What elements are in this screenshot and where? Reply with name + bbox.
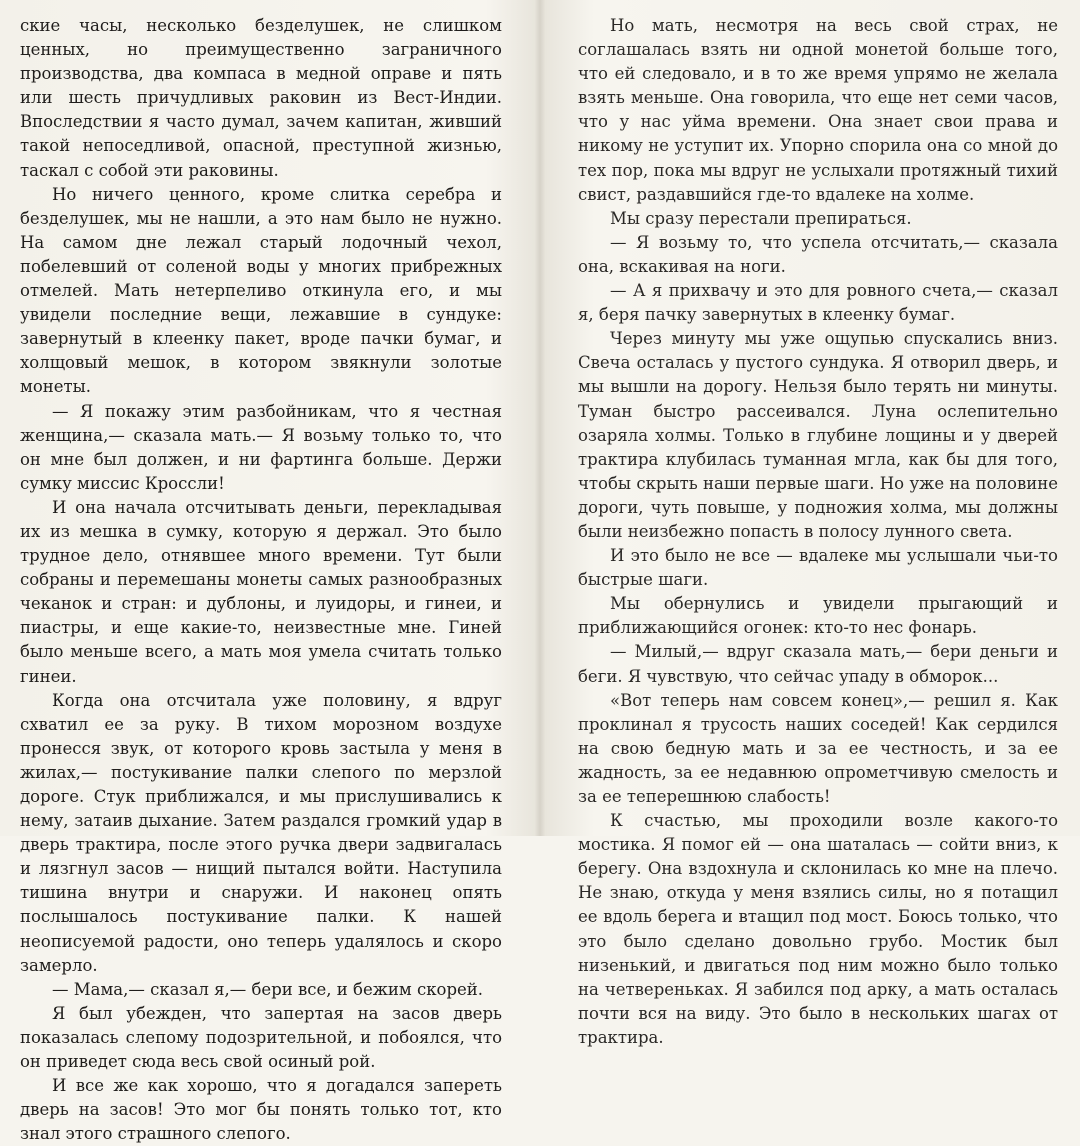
paragraph: — А я прихвачу и это для ровного счета,— сказал я, беря пачку завернутых в клеенку бумаг. [578, 281, 1058, 325]
paragraph: ские часы, несколько безделушек, не слишком ценных, но преимущественно заграничного производства, два компаса в медной оправе и пять или шесть причудливых раковин из Вест-Индии. Впоследствии я часто думал, зачем капитан, живший такой непоседливой, опасной, преступной жизнью, таскал с собой эти раковины. [20, 16, 502, 180]
paragraph: — Мама,— сказал я,— бери все, и бежим скорей. [52, 979, 484, 999]
paragraph: И это было не все — вдалеке мы услышали чьи-то быстрые шаги. [578, 546, 1058, 590]
paragraph: — Я покажу этим разбойникам, что я честная женщина,— сказала мать.— Я возьму только то, что он мне был должен, и ни фартинга больше. Держи сумку миссис Кроссли! [20, 401, 502, 493]
paragraph: — Я возьму то, что успела отсчитать,— сказала она, вскакивая на ноги. [578, 232, 1058, 276]
paragraph: Когда она отсчитала уже половину, я вдруг схватил ее за руку. В тихом морозном воздухе пронесся звук, от которого кровь застыла у меня в жилах,— постукивание палки слепого по мерзлой дороге. Стук приближался, и мы прислушивались к нему, затаив дыхание. Затем раздался громкий удар в дверь трактира, после этого ручка двери задвигалась и лязгнул засов — нищий пытался войти. Наступила тишина внутри и снаружи. И наконец опять послышалось постукивание палки. К нашей неописуемой радости, оно теперь удалялось и скоро замерло. [20, 690, 502, 975]
paragraph: — Милый,— вдруг сказала мать,— бери деньги и беги. Я чувствую, что сейчас упаду в обморок... [578, 642, 1058, 686]
paragraph: Мы обернулись и увидели прыгающий и приближающийся огонек: кто-то нес фонарь. [578, 594, 1058, 638]
right-page [540, 0, 1080, 1047]
paragraph: Я был убежден, что запертая на засов дверь показалась слепому подозрительной, и побоялся, что он приведет сюда весь свой осиный рой. [20, 1003, 502, 1072]
paragraph: «Вот теперь нам совсем конец»,— решил я. Как проклинал я трусость наших соседей! Как сердился на свою бедную мать и за ее честность, и за ее жадность, за ее недавнюю опрометчивую смелость и за ее теперешнюю слабость! [578, 690, 1058, 806]
paragraph: К счастью, мы проходили возле какого-то мостика. Я помог ей — она шаталась — сойти вниз, к берегу. Она вздохнула и склонилась ко мне на плечо. Не знаю, откуда у меня взялись силы, но я потащил ее вдоль берега и втащил под мост. Боюсь только, что это было сделано довольно грубо. Мостик был низенький, и двигаться под ним можно было только на четвереньках. Я забился под арку, а мать осталась почти вся на виду. Это было в нескольких шагах от трактира. [578, 811, 1058, 1047]
paragraph: Но мать, несмотря на весь свой страх, не соглашалась взять ни одной монетой больше того, что ей следовало, и в то же время упрямо не желала взять меньше. Она говорила, что еще нет семи часов, что у нас уйма времени. Она знает свои права и никому не уступит их. Упорно спорила она со мной до тех пор, пока мы вдруг не услыхали протяжный тихий свист, раздавшийся где-то вдалеке на холме. [578, 16, 1058, 204]
paragraph: Через минуту мы уже ощупью спускались вниз. Свеча осталась у пустого сундука. Я отворил дверь, и мы вышли на дорогу. Нельзя было терять ни минуты. Туман быстро рассеивался. Луна ослепительно озаряла холмы. Только в глубине лощины и у дверей трактира клубилась туманная мгла, как бы для того, чтобы скрыть наши первые шаги. Но уже на половине дороги, чуть повыше, у подножия холма, мы должны были неизбежно попасть в полосу лунного света. [578, 329, 1058, 541]
paragraph: Но ничего ценного, кроме слитка серебра и безделушек, мы не нашли, а это нам было не нужно. На самом дне лежал старый лодочный чехол, побелевший от соленой воды у многих прибрежных отмелей. Мать нетерпеливо откинула его, и мы увидели последние вещи, лежавшие в сундуке: завернутый в клеенку пакет, вроде пачки бумаг, и холщовый мешок, в котором звякнули золотые монеты. [20, 184, 502, 397]
paragraph: Мы сразу перестали препираться. [610, 208, 912, 228]
paragraph: И она начала отсчитывать деньги, перекладывая их из мешка в сумку, которую я держал. Это было трудное дело, отнявшее много времени. Тут были собраны и перемешаны монеты самых разнообразных чеканок и стран: и дублоны, и луидоры, и гинеи, и пиастры, и еще какие-то, неизвестные мне. Гиней было меньше всего, а мать моя умела считать только гинеи. [20, 497, 502, 686]
paragraph: И все же как хорошо, что я догадался запереть дверь на засов! Это мог бы понять только тот, кто знал этого страшного слепого. [20, 1076, 502, 1144]
left-page [0, 0, 540, 1144]
